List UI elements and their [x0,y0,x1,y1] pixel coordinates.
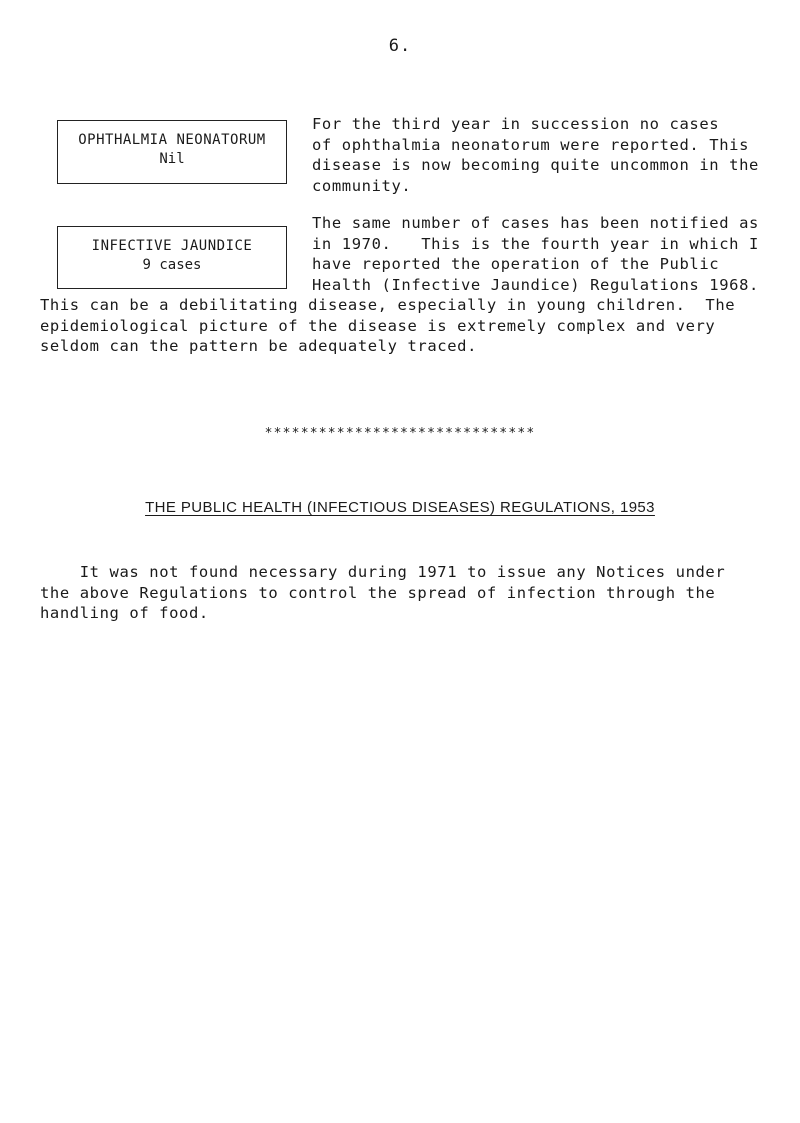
page-number: 6. [388,36,412,56]
ophthalmia-box-value: Nil [159,151,185,167]
jaundice-paragraph-continuation: This can be a debilitating disease, especially in young children. The epidemiological picture of the disease is extremely complex and very seldom can the pattern be adequately traced. [40,296,736,355]
infective-jaundice-box [57,226,287,289]
section-heading: THE PUBLIC HEALTH (INFECTIOUS DISEASES) REGULATIONS, 1953 [145,499,655,516]
jaundice-box-value: 9 cases [142,257,202,273]
jaundice-box-title: INFECTIVE JAUNDICE [91,238,253,254]
ophthalmia-box-title: OPHTHALMIA NEONATORUM [78,132,266,148]
ophthalmia-neonatorum-box [57,120,287,184]
ophthalmia-paragraph: For the third year in succession no cases of ophthalmia neonatorum were reported. This disease is now becoming quite uncommon in the community. [312,115,759,195]
asterisk-separator: ****************************** [264,426,536,441]
regulations-paragraph: It was not found necessary during 1971 to issue any Notices under the above Regulations to control the spread of infection through the handling of food. [40,563,726,622]
jaundice-paragraph: The same number of cases has been notified as in 1970. This is the fourth year in which I have reported the operation of the Public Health (Infective Jaundice) Regulations 1968. [312,214,759,294]
